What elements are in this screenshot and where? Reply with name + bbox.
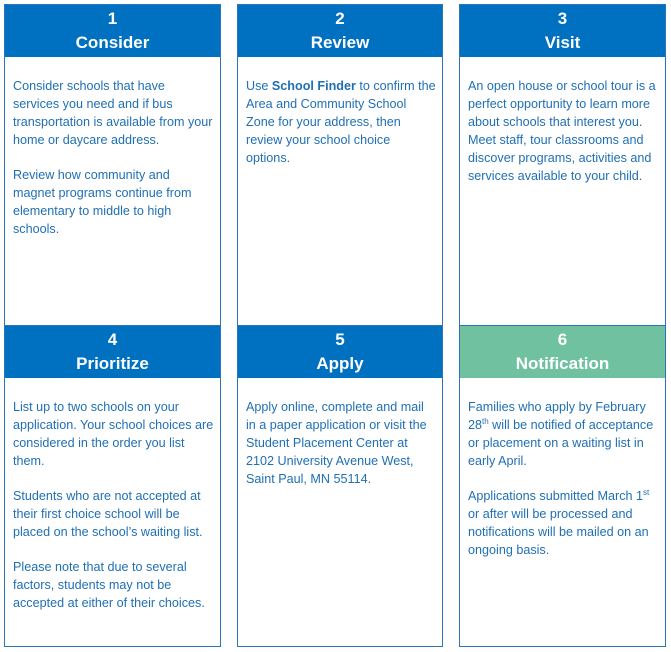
step-title: Review xyxy=(310,33,370,52)
step-card-consider xyxy=(4,4,221,326)
step-header xyxy=(238,326,442,378)
step-title: Prioritize xyxy=(76,354,149,373)
ordinal-suffix: st xyxy=(643,487,650,497)
step-body xyxy=(468,398,659,576)
step-paragraph: Students who are not accepted at their first choice school will be placed on the school’s waiting list. xyxy=(13,489,203,539)
step-body xyxy=(246,398,436,505)
step-title: Notification xyxy=(515,354,610,373)
step-header xyxy=(5,326,220,378)
step-body xyxy=(13,77,214,255)
step-header xyxy=(238,5,442,57)
step-header xyxy=(5,5,220,57)
text-fragment: or after will be processed and notifications will be mailed on an ongoing basis. xyxy=(468,507,649,557)
step-paragraph: Apply online, complete and mail in a paper application or visit the Student Placement Center at 2102 University Avenue West, Saint Paul, MN 55114. xyxy=(246,400,427,486)
step-title: Apply xyxy=(316,354,364,373)
step-card-notification xyxy=(459,325,666,647)
text-fragment: Use xyxy=(246,79,272,93)
ordinal-suffix: th xyxy=(482,416,489,426)
school-finder-link[interactable]: School Finder xyxy=(271,79,356,93)
step-paragraph: List up to two schools on your application. Your school choices are considered in the order you list them. xyxy=(13,400,214,468)
step-paragraph: An open house or school tour is a perfect opportunity to learn more about schools that interest you. Meet staff, tour classrooms and discover programs, activities and services available to your child. xyxy=(468,79,656,183)
step-title: Consider xyxy=(75,33,150,52)
step-body xyxy=(13,398,214,629)
step-number: 3 xyxy=(557,9,568,28)
step-number: 2 xyxy=(335,9,345,28)
step-paragraph: Please note that due to several factors, students may not be accepted at either of their choices. xyxy=(13,560,205,610)
step-paragraph: Review how community and magnet programs continue from elementary to middle to high schools. xyxy=(13,168,192,236)
step-number: 1 xyxy=(107,9,118,28)
step-card-visit xyxy=(459,4,666,326)
text-fragment: to confirm the Area and Community School Zone for your address, then review your school choice options. xyxy=(246,79,436,165)
text-fragment: Applications submitted March 1 xyxy=(468,489,643,503)
step-header xyxy=(460,326,665,378)
step-paragraph xyxy=(468,398,659,470)
step-body xyxy=(246,77,436,184)
step-paragraph xyxy=(246,77,436,167)
step-card-review xyxy=(237,4,443,326)
step-number: 5 xyxy=(335,330,345,349)
step-card-apply xyxy=(237,325,443,647)
text-fragment: Families who apply by February 28 xyxy=(468,400,646,432)
step-paragraph: Consider schools that have services you need and if bus transportation is available from your home or daycare address. xyxy=(13,79,213,147)
step-title: Visit xyxy=(544,33,581,52)
step-card-prioritize xyxy=(4,325,221,647)
step-header xyxy=(460,5,665,57)
step-number: 4 xyxy=(107,330,118,349)
text-fragment: will be notified of acceptance or placement on a waiting list in early April. xyxy=(468,418,654,468)
step-paragraph xyxy=(468,487,659,559)
step-body xyxy=(468,77,659,202)
step-number: 6 xyxy=(557,330,568,349)
